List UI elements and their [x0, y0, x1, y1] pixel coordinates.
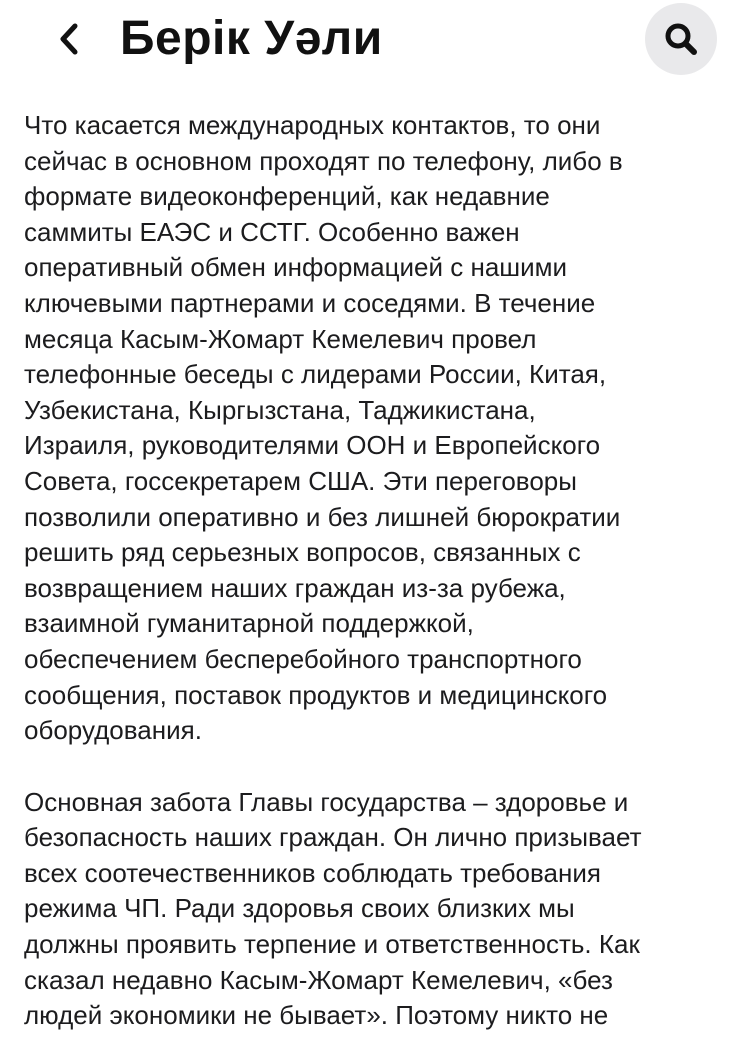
magnifier-icon: [661, 19, 701, 59]
search-button[interactable]: [645, 3, 717, 75]
article-paragraph: Основная забота Главы государства – здоровье и безопасность наших граждан. Он лично призывает всех соотечественников соблюдать требования режима ЧП. Ради здоровья своих близких мы должны проявить терпение и ответственность. Как сказал недавно Касым-Жомарт Кемелевич, «без людей экономики не бывает». Поэтому никто не: [24, 786, 642, 1031]
chevron-left-icon: [54, 19, 84, 59]
page-title: Берік Уәли: [120, 12, 383, 65]
header-bar: [0, 0, 750, 80]
article-body: [24, 108, 724, 1034]
back-button[interactable]: [44, 14, 94, 64]
article-paragraph: Что касается международных контактов, то они сейчас в основном проходят по телефону, либо в формате видеоконференций, как недавние саммиты ЕАЭС и ССТГ. Особенно важен оперативный обмен информацией с нашими ключевыми партнерами и соседями. В течение месяца Касым-Жомарт Кемелевич провел телефонные беседы с лидерами России, Китая, Узбекистана, Кыргызстана, Таджикистана, Израиля, руководителями ООН и Европейского Совета, госсекретарем США. Эти переговоры позволили оперативно и без лишней бюрократии решить ряд серьезных вопросов, связанных с возвращением наших граждан из-за рубежа, взаимной гуманитарной поддержкой, обеспечением бесперебойного транспортного сообщения, поставок продуктов и медицинского оборудования.: [24, 110, 623, 746]
